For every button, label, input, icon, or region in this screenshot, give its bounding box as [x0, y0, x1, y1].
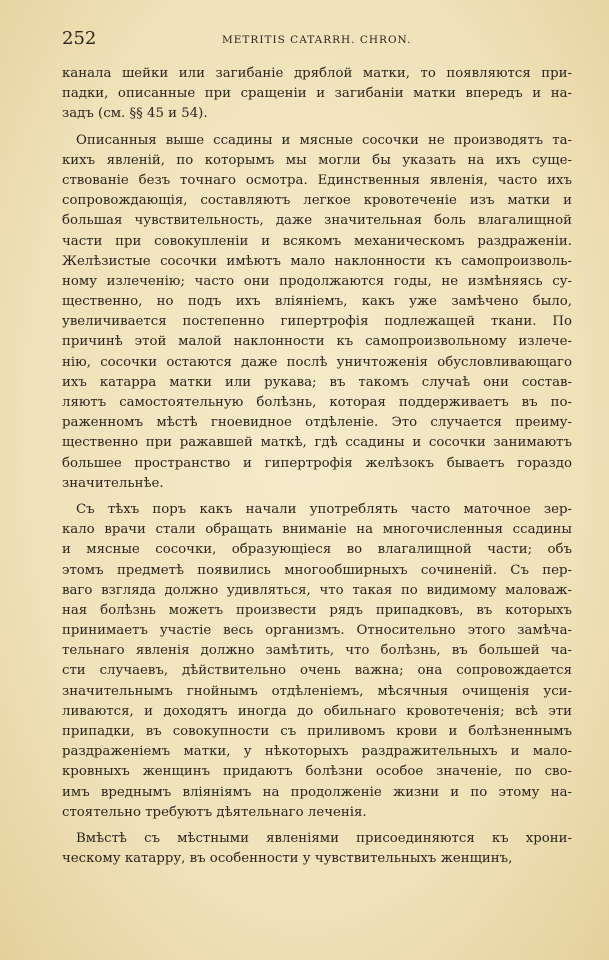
text-line: и мясные сосочки, образующіеся во влагалищной части; объ: [62, 542, 572, 558]
text-line: этомъ предметѣ появились многообширныхъ сочиненій. Съ пер-: [62, 562, 572, 578]
text-line: канала шейки или загибаніе дряблой матки, то появляются при-: [62, 66, 572, 81]
text-line: тельнаго явленія должно замѣтить, что болѣзнь, въ большей ча-: [62, 643, 572, 659]
text-line: ливаются, и доходятъ иногда до обильнаго кровотеченія; всѣ эти: [62, 703, 572, 719]
text-line: кало врачи стали обращать вниманіе на многочисленныя ссадины: [62, 522, 572, 538]
paragraph: [62, 131, 572, 494]
text-line: части при совокупленіи и всякомъ механическомъ раздраженіи.: [62, 233, 572, 249]
text-line: имъ вреднымъ вліяніямъ на продолженіе жизни и по этому на-: [62, 784, 572, 800]
text-line: увеличивается постепенно гипертрофія подлежащей ткани. По: [62, 314, 572, 330]
text-line: стоятельно требуютъ дѣятельнаго леченія.: [62, 804, 367, 820]
text-line: ихъ катарра матки или рукава; въ такомъ случаѣ они состав-: [62, 374, 572, 390]
text-line: принимаетъ участіе весь организмъ. Относительно этого замѣча-: [62, 623, 572, 639]
text-line: кихъ явленій, по которымъ мы могли бы указать на ихъ суще-: [62, 152, 572, 168]
text-line: ческому катарру, въ особенности у чувствительныхъ женщинъ,: [62, 851, 513, 867]
paragraph: [62, 829, 572, 869]
text-line: ная болѣзнь можетъ произвести рядъ припадковъ, въ которыхъ: [62, 602, 572, 618]
text-line: значительнымъ гнойнымъ отдѣленіемъ, мѣсячныя очищенія уси-: [62, 683, 572, 699]
text-line: Желѣзистые сосочки имѣютъ мало наклонности къ самопроизволь-: [62, 253, 572, 269]
text-line: Съ тѣхъ поръ какъ начали употреблять часто маточное зер-: [76, 501, 572, 517]
page-number: 252: [62, 28, 97, 49]
text-line: падки, описанные при сращеніи и загибаніи матки впередъ и на-: [62, 86, 572, 102]
text-line: припадки, въ совокупности съ приливомъ крови и болѣзненнымъ: [62, 724, 572, 739]
text-line: раженномъ мѣстѣ гноевидное отдѣленіе. Это случается преиму-: [62, 415, 572, 431]
text-line: Описанныя выше ссадины и мясные сосочки не производятъ та-: [76, 132, 572, 148]
text-line: большее пространство и гипертрофія желѣзокъ бываетъ гораздо: [62, 455, 572, 471]
text-line: сти случаевъ, дѣйствительно очень важна; она сопровождается: [62, 663, 572, 679]
text-line: раздраженіемъ матки, у нѣкоторыхъ раздражительныхъ и мало-: [62, 744, 572, 760]
paragraph: [62, 64, 572, 125]
text-line: щественно, но подъ ихъ вліяніемъ, какъ уже замѣчено было,: [62, 294, 572, 310]
text-line: ваго взгляда должно удивляться, что такая по видимому маловаж-: [62, 582, 572, 598]
text-line: нію, сосочки остаются даже послѣ уничтоженія обусловливающаго: [62, 354, 572, 370]
text-line: задъ (см. §§ 45 и 54).: [62, 106, 208, 122]
body-text: [62, 64, 572, 875]
text-line: большая чувствительность, даже значительная боль влагалищной: [62, 213, 572, 229]
page-header: [62, 28, 551, 52]
text-line: значительнѣе.: [62, 475, 164, 491]
running-head: METRITIS CATARRH. CHRON.: [222, 34, 412, 46]
text-line: ствованіе безъ точнаго осмотра. Единственныя явленія, часто ихъ: [62, 172, 572, 188]
text-line: сопровождающія, составляютъ легкое кровотеченіе изъ матки и: [62, 193, 572, 209]
text-line: щественно при ражавшей маткѣ, гдѣ ссадины и сосочки занимаютъ: [62, 435, 572, 451]
text-line: кровныхъ женщинъ придаютъ болѣзни особое значеніе, по сво-: [62, 764, 572, 780]
paragraph: [62, 500, 572, 823]
text-line: ному излеченію; часто они продолжаются годы, не измѣняясь су-: [62, 273, 572, 289]
text-line: Вмѣстѣ съ мѣстными явленіями присоединяются къ хрони-: [76, 830, 572, 846]
text-line: ляютъ самостоятельную болѣзнь, которая поддерживаетъ въ по-: [62, 395, 572, 410]
text-line: причинѣ этой малой наклонности къ самопроизвольному излече-: [62, 334, 572, 350]
